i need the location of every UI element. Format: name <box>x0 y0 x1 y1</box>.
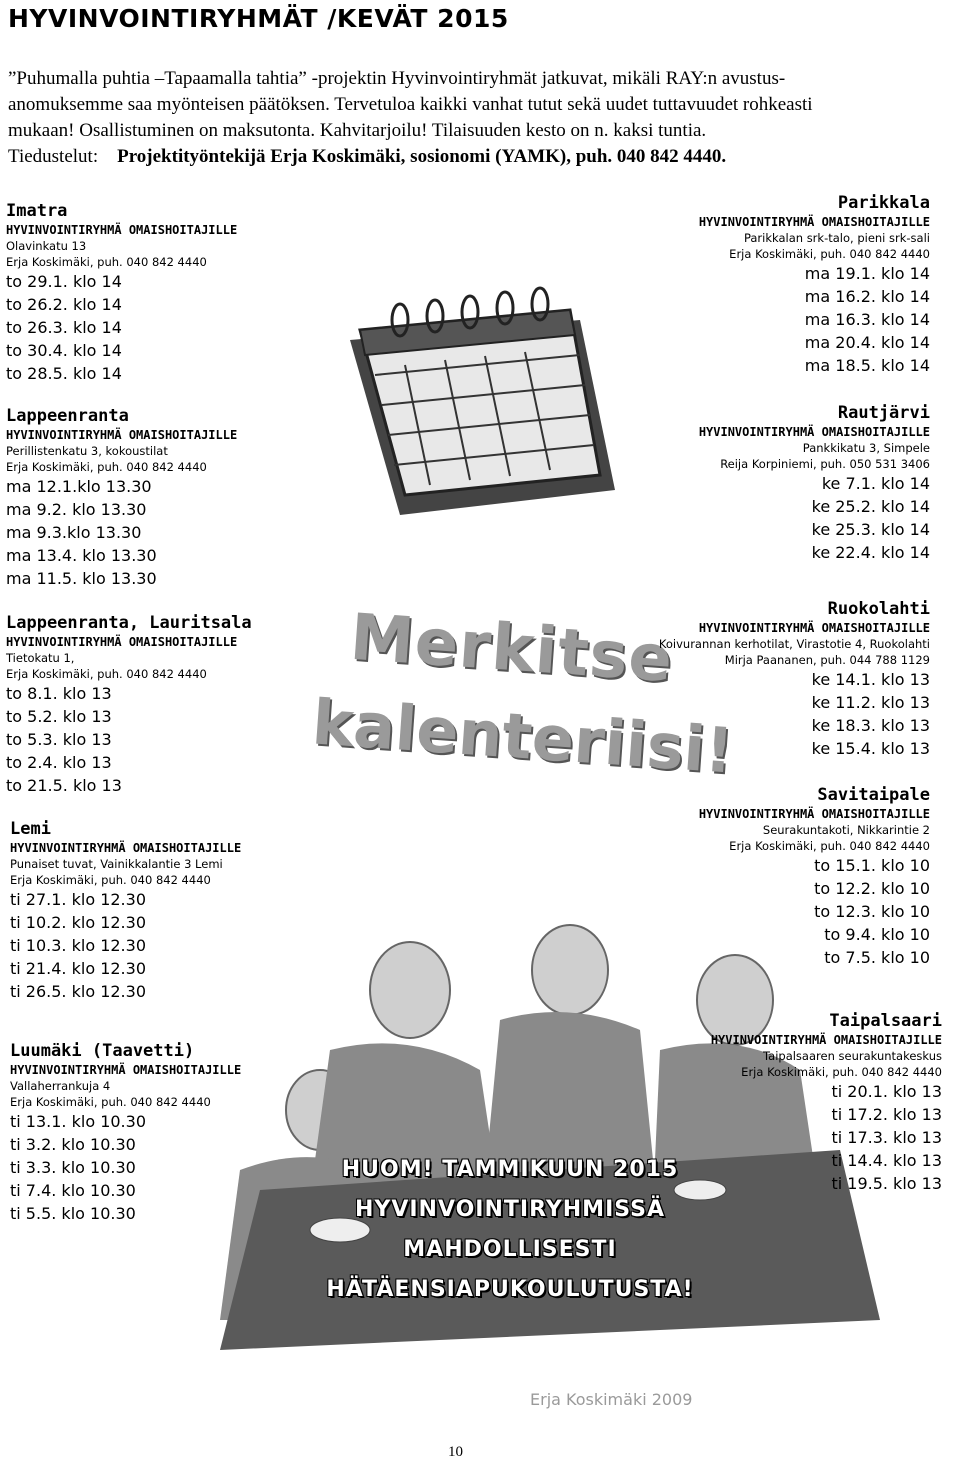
location-name: Lappeenranta, Lauritsala <box>6 613 252 633</box>
group-place: Vallaherrankuja 4 <box>10 1079 111 1093</box>
date-item: ma 11.5. klo 13.30 <box>6 569 157 588</box>
intro-text <box>8 66 958 170</box>
group-place: Koivurannan kerhotilat, Virastotie 4, Ruokolahti <box>658 637 930 651</box>
group-place: Parikkalan srk-talo, pieni srk-sali <box>743 231 930 245</box>
date-item: ke 15.4. klo 13 <box>811 739 930 758</box>
date-item: ke 25.2. klo 14 <box>811 497 930 516</box>
date-item: to 15.1. klo 10 <box>814 856 930 875</box>
huom-line-2: HYVINVOINTIRYHMISSÄ <box>355 1197 665 1222</box>
date-item: to 30.4. klo 14 <box>6 341 122 360</box>
date-item: ma 18.5. klo 14 <box>804 356 930 375</box>
location-name: Rautjärvi <box>837 403 930 423</box>
huom-line-3: MAHDOLLISESTI <box>403 1237 617 1262</box>
date-item: ti 7.4. klo 10.30 <box>10 1181 136 1200</box>
date-item: to 21.5. klo 13 <box>6 776 122 795</box>
date-item: ke 25.3. klo 14 <box>811 520 930 539</box>
group-contact: Erja Koskimäki, puh. 040 842 4440 <box>6 460 207 474</box>
page-title: HYVINVOINTIRYHMÄT /KEVÄT 2015 <box>8 4 509 33</box>
date-list <box>699 472 930 564</box>
date-item: ti 10.3. klo 12.30 <box>10 936 146 955</box>
date-item: ti 3.3. klo 10.30 <box>10 1158 136 1177</box>
group-ruokolahti <box>659 598 930 760</box>
merkitse-heading: Merkitse <box>347 600 676 698</box>
group-place: Taipalsaaren seurakuntakeskus <box>763 1049 942 1063</box>
intro-line-2: anomuksemme saa myönteisen päätöksen. Tervetuloa kaikki vanhat tutut sekä uudet tuttavuudet rohkeasti <box>8 94 813 115</box>
date-item: ti 26.5. klo 12.30 <box>10 982 146 1001</box>
date-item: ma 9.2. klo 13.30 <box>6 500 147 519</box>
date-item: ke 7.1. klo 14 <box>821 474 930 493</box>
date-item: to 28.5. klo 14 <box>6 364 122 383</box>
date-item: to 2.4. klo 13 <box>6 753 112 772</box>
group-name: HYVINVOINTIRYHMÄ OMAISHOITAJILLE <box>710 1033 942 1047</box>
location-name: Parikkala <box>837 193 930 213</box>
date-item: ti 17.3. klo 13 <box>831 1128 942 1147</box>
group-name: HYVINVOINTIRYHMÄ OMAISHOITAJILLE <box>10 841 242 855</box>
group-lappeenranta <box>6 405 237 590</box>
group-place: Punaiset tuvat, Vainikkalantie 3 Lemi <box>10 857 223 871</box>
date-item: ma 13.4. klo 13.30 <box>6 546 157 565</box>
date-item: to 26.3. klo 14 <box>6 318 122 337</box>
group-name: HYVINVOINTIRYHMÄ OMAISHOITAJILLE <box>10 1063 242 1077</box>
huom-line-4: HÄTÄENSIAPUKOULUTUSTA! <box>326 1277 694 1302</box>
group-place: Tietokatu 1, <box>6 651 75 665</box>
contact-label: Tiedustelut: <box>8 146 99 167</box>
contact-value: Projektityöntekijä Erja Koskimäki, sosionomi (YAMK), puh. 040 842 4440. <box>117 146 727 167</box>
date-list <box>699 854 930 969</box>
date-item: ti 17.2. klo 13 <box>831 1105 942 1124</box>
group-name: HYVINVOINTIRYHMÄ OMAISHOITAJILLE <box>6 635 238 649</box>
date-item: ma 9.3.klo 13.30 <box>6 523 142 542</box>
group-contact: Reija Korpiniemi, puh. 050 531 3406 <box>720 457 930 471</box>
kalenteriisi-heading: kalenteriisi! <box>309 685 736 788</box>
date-item: to 5.2. klo 13 <box>6 707 112 726</box>
group-name: HYVINVOINTIRYHMÄ OMAISHOITAJILLE <box>698 215 930 229</box>
group-parikkala <box>699 192 930 377</box>
date-item: to 12.3. klo 10 <box>814 902 930 921</box>
group-luumaki <box>10 1040 241 1225</box>
date-list <box>6 682 252 797</box>
group-rautjarvi <box>699 402 930 564</box>
date-item: to 26.2. klo 14 <box>6 295 122 314</box>
group-name: HYVINVOINTIRYHMÄ OMAISHOITAJILLE <box>6 428 238 442</box>
group-place: Seurakuntakoti, Nikkarintie 2 <box>762 823 930 837</box>
date-item: to 7.5. klo 10 <box>824 948 930 967</box>
group-name: HYVINVOINTIRYHMÄ OMAISHOITAJILLE <box>698 621 930 635</box>
date-item: ma 16.2. klo 14 <box>804 287 930 306</box>
date-item: ti 14.4. klo 13 <box>831 1151 942 1170</box>
group-place: Perillistenkatu 3, kokoustilat <box>6 444 168 458</box>
date-item: to 8.1. klo 13 <box>6 684 112 703</box>
intro-line-3: mukaan! Osallistuminen on maksutonta. Kahvitarjoilu! Tilaisuuden kesto on n. kaksi tuntia. <box>8 120 707 141</box>
group-place: Olavinkatu 13 <box>6 239 87 253</box>
group-contact: Erja Koskimäki, puh. 040 842 4440 <box>10 1095 211 1109</box>
huom-banner <box>300 1150 720 1310</box>
location-name: Lemi <box>10 819 51 839</box>
huom-line-1: HUOM! TAMMIKUUN 2015 <box>341 1157 679 1182</box>
date-list <box>6 270 237 385</box>
date-list <box>711 1080 942 1195</box>
group-lauritsala <box>6 612 252 797</box>
group-contact: Erja Koskimäki, puh. 040 842 4440 <box>741 1065 942 1079</box>
date-item: ti 19.5. klo 13 <box>831 1174 942 1193</box>
date-item: to 29.1. klo 14 <box>6 272 122 291</box>
date-list <box>6 475 237 590</box>
date-item: ti 10.2. klo 12.30 <box>10 913 146 932</box>
date-item: ke 22.4. klo 14 <box>811 543 930 562</box>
date-list <box>10 1110 241 1225</box>
date-item: ti 27.1. klo 12.30 <box>10 890 146 909</box>
date-item: ti 21.4. klo 12.30 <box>10 959 146 978</box>
group-contact: Erja Koskimäki, puh. 040 842 4440 <box>729 247 930 261</box>
date-item: ke 14.1. klo 13 <box>811 670 930 689</box>
group-lemi <box>10 818 241 1003</box>
location-name: Luumäki (Taavetti) <box>10 1041 195 1061</box>
date-item: ke 18.3. klo 13 <box>811 716 930 735</box>
location-name: Ruokolahti <box>827 599 930 619</box>
intro-line-1: ”Puhumalla puhtia –Tapaamalla tahtia” -projektin Hyvinvointiryhmät jatkuvat, mikäli RAY:n avustus- <box>8 68 786 89</box>
date-item: to 5.3. klo 13 <box>6 730 112 749</box>
date-item: ma 20.4. klo 14 <box>804 333 930 352</box>
group-contact: Erja Koskimäki, puh. 040 842 4440 <box>10 873 211 887</box>
group-savitaipale <box>699 784 930 969</box>
intro-contact <box>8 144 958 170</box>
date-list <box>699 262 930 377</box>
date-item: to 9.4. klo 10 <box>824 925 930 944</box>
location-name: Imatra <box>6 201 68 221</box>
group-name: HYVINVOINTIRYHMÄ OMAISHOITAJILLE <box>698 807 930 821</box>
location-name: Taipalsaari <box>829 1011 942 1031</box>
group-imatra <box>6 200 237 385</box>
group-contact: Mirja Paananen, puh. 044 788 1129 <box>724 653 930 667</box>
group-place: Pankkikatu 3, Simpele <box>802 441 930 455</box>
date-item: ti 5.5. klo 10.30 <box>10 1204 136 1223</box>
group-taipalsaari <box>711 1010 942 1195</box>
date-list <box>10 888 241 1003</box>
date-item: ke 11.2. klo 13 <box>811 693 930 712</box>
calendar-icon <box>330 280 630 520</box>
location-name: Savitaipale <box>817 785 930 805</box>
date-item: ti 20.1. klo 13 <box>831 1082 942 1101</box>
date-item: to 12.2. klo 10 <box>814 879 930 898</box>
group-name: HYVINVOINTIRYHMÄ OMAISHOITAJILLE <box>6 223 238 237</box>
location-name: Lappeenranta <box>6 406 129 426</box>
page-number: 10 <box>448 1444 463 1460</box>
date-item: ti 3.2. klo 10.30 <box>10 1135 136 1154</box>
group-name: HYVINVOINTIRYHMÄ OMAISHOITAJILLE <box>698 425 930 439</box>
date-list <box>659 668 930 760</box>
group-contact: Erja Koskimäki, puh. 040 842 4440 <box>6 667 207 681</box>
group-contact: Erja Koskimäki, puh. 040 842 4440 <box>6 255 207 269</box>
date-item: ma 19.1. klo 14 <box>804 264 930 283</box>
art-credit: Erja Koskimäki 2009 <box>530 1390 693 1409</box>
date-item: ti 13.1. klo 10.30 <box>10 1112 146 1131</box>
date-item: ma 16.3. klo 14 <box>804 310 930 329</box>
date-item: ma 12.1.klo 13.30 <box>6 477 152 496</box>
group-contact: Erja Koskimäki, puh. 040 842 4440 <box>729 839 930 853</box>
